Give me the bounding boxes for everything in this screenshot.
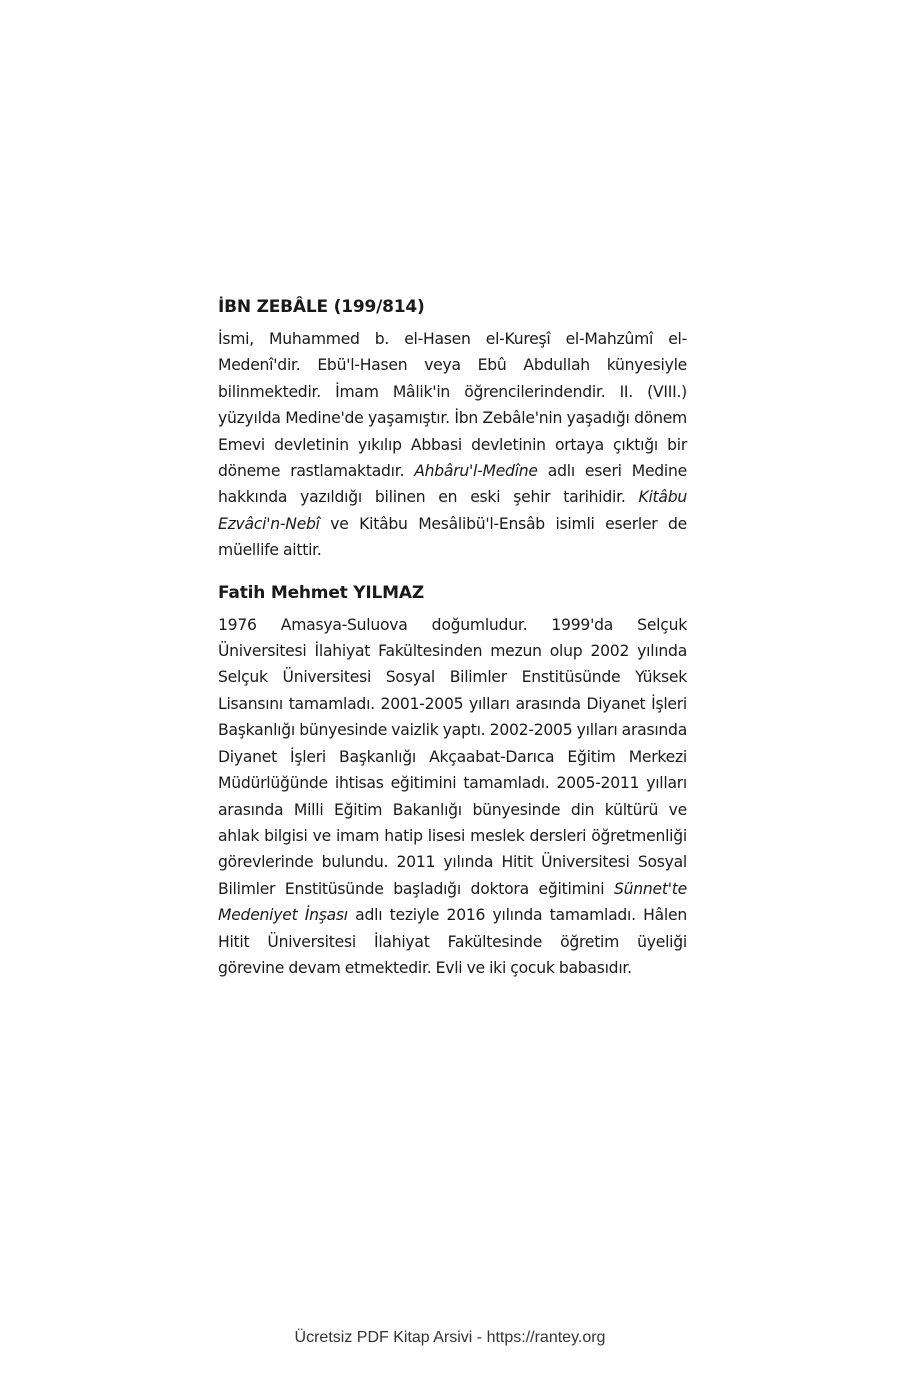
section-paragraph (218, 326, 687, 564)
text-run: İsmi, Muhammed b. el-Hasen el-Kureşî el-Mahzûmî el-Medenî'dir. Ebü'l-Hasen veya Ebû Abdullah künyesiyle bilinmektedir. İmam Mâlik'in öğrencilerindendir. II. (VIII.) yüzyılda Medine'de yaşamıştır. İbn Zebâle'nin yaşadığı dönem Emevi devletinin yıkılıp Abbasi devletinin ortaya çıktığı bir döneme rastlamaktadır. (218, 330, 687, 481)
book-title-text: Ahbâru'l-Medîne (414, 462, 538, 481)
thesis-title-text: Sünnet'te Medeniyet İnşası (218, 879, 687, 925)
section-heading: İBN ZEBÂLE (199/814) (218, 297, 425, 317)
section-spacer (218, 564, 687, 580)
text-run: ve Kitâbu Mesâlibü'l-Ensâb isimli eserler de müellife aittir. (218, 514, 687, 560)
section-paragraph (218, 612, 687, 982)
page-footer: Ücretsiz PDF Kitap Arsivi - https://rantey.org (294, 1329, 606, 1346)
section-heading: Fatih Mehmet YILMAZ (218, 582, 424, 603)
book-title-text: Kitâbu Ezvâci'n-Nebî (218, 488, 687, 533)
text-run: 1976 Amasya-Suluova doğumludur. 1999'da Selçuk Üniversitesi İlahiyat Fakültesinden mezun olup 2002 yılında Selçuk Üniversitesi Sosyal Bilimler Enstitüsünde Yüksek Lisansını tamamladı. 2001-2005 yılları arasında Diyanet İşleri Başkanlığı bünyesinde vaizlik yaptı. 2002-2005 yılları arasında Diyanet İşleri Başkanlığı Akçaabat-Darıca Eğitim Merkezi Müdürlüğünde ihtisas eğitimini tamamladı. 2005-2011 yılları arasında Milli Eğitim Bakanlığı bünyesinde din kültürü ve ahlak bilgisi ve imam hatip lisesi meslek dersleri öğretmenliği görevlerinde bulundu. 2011 yılında Hitit Üniversitesi Sosyal Bilimler Enstitüsünde başladığı doktora eğitimini (218, 615, 687, 898)
page-content (218, 294, 687, 981)
text-run: adlı eseri Medine hakkında yazıldığı bilinen en eski şehir tarihidir. (218, 462, 687, 507)
text-run: adlı teziyle 2016 yılında tamamladı. Hâlen Hitit Üniversitesi İlahiyat Fakültesinde öğretim üyeliği görevine devam etmektedir. Evli ve iki çocuk babasıdır. (218, 906, 687, 977)
